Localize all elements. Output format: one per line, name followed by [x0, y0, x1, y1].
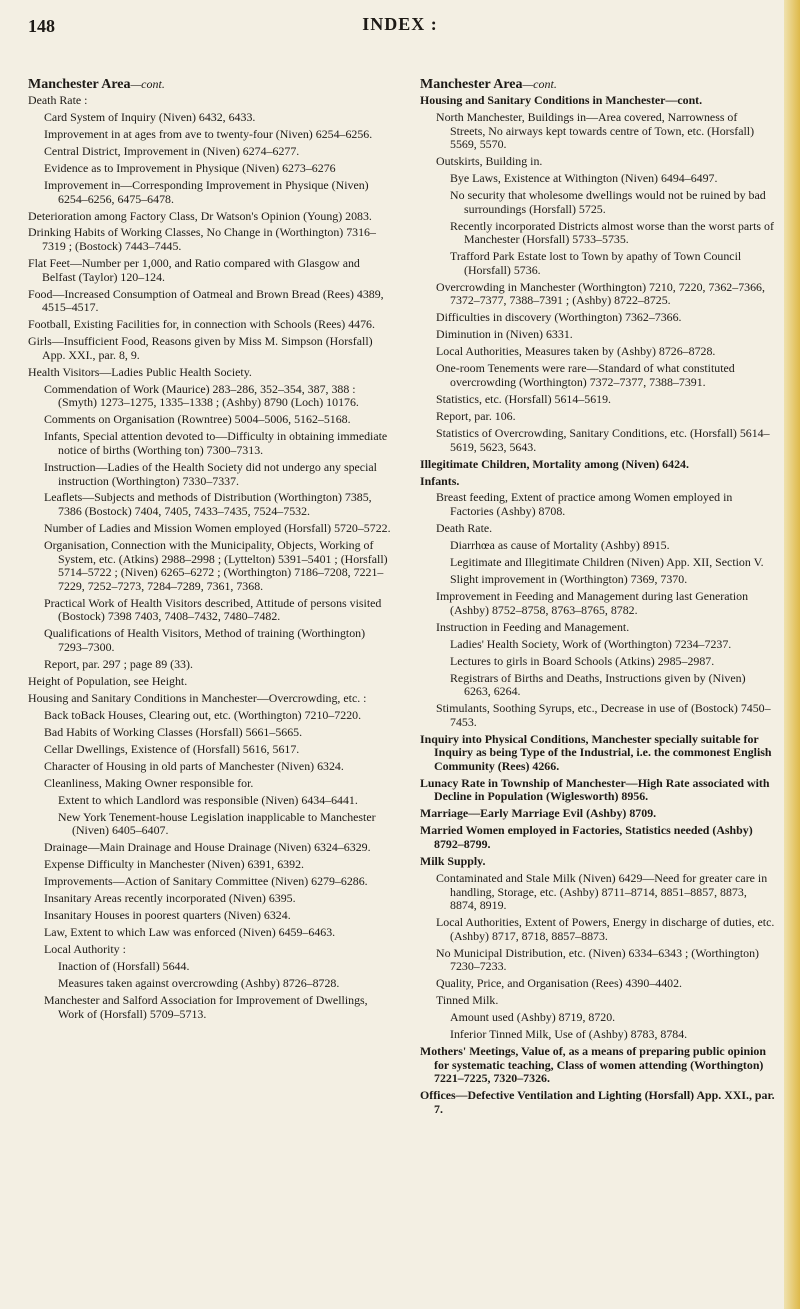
index-entry: Health Visitors—Ladies Public Health Society. [28, 364, 252, 379]
index-entry: Infants. [420, 473, 460, 488]
index-entry: Offices—Defective Ventilation and Lighting (Horsfall) App. XXI., par. 7. [420, 1088, 775, 1117]
index-entry: Infants, Special attention devoted to—Difficulty in obtaining immediate notice of births (Worthing ton) 7300–7313. [44, 429, 388, 457]
index-entry: Lectures to girls in Board Schools (Atkins) 2985–2987. [450, 653, 715, 668]
index-entry: Death Rate : [28, 93, 88, 107]
index-entry: Contaminated and Stale Milk (Niven) 6429—Need for greater care in handling, Storage, etc. (Ashby) 8711–8714, 8851–8857, 8873, 8874, 8919. [436, 870, 768, 913]
index-entry: Comments on Organisation (Rowntree) 5004–5006, 5162–5168. [44, 412, 351, 427]
index-entry: Insanitary Areas recently incorporated (Niven) 6395. [44, 891, 296, 906]
index-entry: Manchester and Salford Association for Improvement of Dwellings, Work of (Horsfall) 5709–5713. [44, 993, 368, 1021]
index-entry: Legitimate and Illegitimate Children (Niven) App. XII, Section V. [450, 555, 764, 570]
index-entry: Evidence as to Improvement in Physique (Niven) 6273–6276 [44, 160, 336, 175]
index-entry: Drinking Habits of Working Classes, No Change in (Worthington) 7316–7319 ; (Bostock) 7443–7445. [28, 225, 376, 254]
index-entry: Ladies' Health Society, Work of (Worthington) 7234–7237. [450, 636, 732, 651]
index-entry: One-room Tenements were rare—Standard of what constituted overcrowding (Worthington) 7372–7377, 7388–7391. [436, 361, 735, 389]
index-entry: Mothers' Meetings, Value of, as a means of preparing public opinion for systematic teaching, Class of women attending (Worthington) 7221–7225, 7320–7326. [420, 1044, 766, 1086]
left-column [28, 77, 392, 1025]
entry-list [28, 94, 392, 1021]
index-entry: Difficulties in discovery (Worthington) 7362–7366. [436, 310, 682, 325]
index-entry: No security that wholesome dwellings would not be ruined by bad surroundings (Horsfall) 5725. [450, 188, 766, 216]
index-entry: Report, par. 106. [436, 408, 516, 423]
index-entry: Inferior Tinned Milk, Use of (Ashby) 8783, 8784. [450, 1027, 688, 1042]
running-title: INDEX : [362, 14, 438, 34]
index-entry: Statistics of Overcrowding, Sanitary Conditions, etc. (Horsfall) 5614–5619, 5623, 5643. [436, 425, 770, 454]
index-entry: Height of Population, see Height. [28, 673, 188, 688]
column-heading: Manchester Area—cont. [28, 77, 165, 92]
index-entry: Improvement in Feeding and Management during last Generation (Ashby) 8752–8758, 8763–8765, 8782. [436, 589, 749, 617]
index-entry: No Municipal Distribution, etc. (Niven) 6334–6343 ; (Worthington) 7230–7233. [436, 945, 760, 974]
index-entry: Improvement in at ages from ave to twenty-four (Niven) 6254–6256. [44, 126, 373, 141]
index-entry: Illegitimate Children, Mortality among (Niven) 6424. [420, 456, 689, 471]
index-entry: Insanitary Houses in poorest quarters (Niven) 6324. [44, 908, 291, 923]
index-entry: Tinned Milk. [436, 993, 499, 1008]
index-entry: Central District, Improvement in (Niven) 6274–6277. [44, 143, 300, 158]
index-entry: Commendation of Work (Maurice) 283–286, 352–354, 387, 388 : (Smyth) 1273–1275, 1335–1338 ; (Ashby) 8790 (Loch) 10176. [44, 381, 359, 410]
page-edge [784, 0, 800, 1309]
index-entry: Law, Extent to which Law was enforced (Niven) 6459–6463. [44, 925, 336, 940]
index-entry: Local Authorities, Measures taken by (Ashby) 8726–8728. [436, 344, 716, 359]
index-entry: Card System of Inquiry (Niven) 6432, 6433. [44, 109, 256, 124]
index-entry: Local Authority : [44, 942, 126, 957]
index-entry: Deterioration among Factory Class, Dr Watson's Opinion (Young) 2083. [28, 208, 372, 223]
index-entry: Back toBack Houses, Clearing out, etc. (Worthington) 7210–7220. [44, 707, 362, 722]
index-entry: Amount used (Ashby) 8719, 8720. [450, 1010, 616, 1025]
index-entry: Instruction in Feeding and Management. [436, 619, 630, 634]
index-entry: North Manchester, Buildings in—Area covered, Narrowness of Streets, No airways kept towards centre of Town, etc. (Horsfall) 5569, 5570. [436, 109, 755, 152]
entry-list [420, 94, 775, 1117]
index-entry: Diminution in (Niven) 6331. [436, 327, 573, 342]
index-entry: Practical Work of Health Visitors described, Attitude of persons visited (Bostock) 7398 7403, 7408–7432, 7480–7482. [44, 595, 382, 624]
index-entry: Improvement in—Corresponding Improvement in Physique (Niven) 6254–6256, 6475–6478. [44, 177, 369, 206]
index-entry: Inquiry into Physical Conditions, Manchester specially suitable for Inquiry as being Type of the Industrial, i.e. the commonest English Community (Rees) 4266. [420, 731, 772, 773]
index-entry: Local Authorities, Extent of Powers, Energy in discharge of duties, etc. (Ashby) 8717, 8718, 8857–8873. [436, 915, 775, 943]
index-entry: Statistics, etc. (Horsfall) 5614–5619. [436, 391, 612, 406]
page-number: 148 [28, 16, 55, 36]
index-entry: Recently incorporated Districts almost worse than the worst parts of Manchester (Horsfall) 5733–5735. [450, 218, 774, 247]
index-entry: Lunacy Rate in Township of Manchester—High Rate associated with Decline in Population (Wiglesworth) 8956. [420, 775, 770, 804]
index-entry: Diarrhœa as cause of Mortality (Ashby) 8915. [450, 538, 670, 553]
index-entry: Number of Ladies and Mission Women employed (Horsfall) 5720–5722. [44, 521, 391, 536]
index-entry: Slight improvement in (Worthington) 7369, 7370. [450, 572, 688, 587]
index-entry: Outskirts, Building in. [436, 154, 543, 169]
index-entry: Milk Supply. [420, 854, 486, 868]
index-entry: Flat Feet—Number per 1,000, and Ratio compared with Glasgow and Belfast (Taylor) 120–124. [28, 256, 360, 284]
index-entry: Quality, Price, and Organisation (Rees) 4390–4402. [436, 976, 683, 991]
index-entry: Instruction—Ladies of the Health Society did not undergo any special instruction (Worthington) 7330–7337. [44, 459, 377, 488]
index-entry: Marriage—Early Marriage Evil (Ashby) 8709. [420, 806, 657, 821]
index-entry: Breast feeding, Extent of practice among Women employed in Factories (Ashby) 8708. [436, 490, 733, 519]
index-entry: Drainage—Main Drainage and House Drainage (Niven) 6324–6329. [44, 840, 371, 855]
index-entry: Death Rate. [436, 521, 493, 536]
index-entry: Improvements—Action of Sanitary Committee (Niven) 6279–6286. [44, 874, 368, 889]
index-entry: Overcrowding in Manchester (Worthington) 7210, 7220, 7362–7366, 7372–7377, 7388–7391 ; (Ashby) 8722–8725. [436, 279, 765, 308]
column-heading: Manchester Area—cont. [420, 77, 557, 92]
index-entry: Cleanliness, Making Owner responsible for. [44, 775, 254, 790]
index-entry: Housing and Sanitary Conditions in Manchester—Overcrowding, etc. : [28, 690, 367, 705]
index-entry: Registrars of Births and Deaths, Instructions given by (Niven) 6263, 6264. [450, 670, 746, 699]
right-column [420, 77, 775, 1120]
index-entry: Extent to which Landlord was responsible (Niven) 6434–6441. [58, 792, 358, 807]
index-entry: Football, Existing Facilities for, in connection with Schools (Rees) 4476. [28, 317, 375, 332]
index-entry: Qualifications of Health Visitors, Method of training (Worthington) 7293–7300. [44, 626, 366, 654]
index-entry: Housing and Sanitary Conditions in Manchester—cont. [420, 93, 703, 107]
index-entry: New York Tenement-house Legislation inapplicable to Manchester (Niven) 6405–6407. [58, 809, 376, 838]
index-entry: Food—Increased Consumption of Oatmeal and Brown Bread (Rees) 4389, 4515–4517. [28, 286, 384, 315]
index-entry: Stimulants, Soothing Syrups, etc., Decrease in use of (Bostock) 7450–7453. [436, 701, 771, 729]
index-entry: Cellar Dwellings, Existence of (Horsfall) 5616, 5617. [44, 741, 300, 756]
index-entry: Inaction of (Horsfall) 5644. [58, 959, 190, 974]
index-entry: Girls—Insufficient Food, Reasons given by Miss M. Simpson (Horsfall) App. XXI., par. 8, 9. [28, 334, 373, 362]
index-entry: Organisation, Connection with the Municipality, Objects, Working of System, etc. (Atkins) 2988–2998 ; (Lyttelton) 5391–5401 ; (Horsfall) 5714–5722 ; (Niven) 6265–6272 ; (Worthington) 7186–7208, 7221–7229, 7252–7273, 7284–7289, 7361, 7368. [44, 538, 388, 593]
page-header [0, 0, 800, 45]
index-entry: Report, par. 297 ; page 89 (33). [44, 656, 193, 671]
index-entry: Measures taken against overcrowding (Ashby) 8726–8728. [58, 976, 340, 991]
index-entry: Character of Housing in old parts of Manchester (Niven) 6324. [44, 758, 344, 773]
index-entry: Leaflets—Subjects and methods of Distribution (Worthington) 7385, 7386 (Bostock) 7404, 7405, 7433–7435, 7524–7532. [44, 490, 372, 519]
index-entry: Expense Difficulty in Manchester (Niven) 6391, 6392. [44, 857, 304, 872]
index-entry: Bad Habits of Working Classes (Horsfall) 5661–5665. [44, 724, 303, 739]
index-entry: Bye Laws, Existence at Withington (Niven) 6494–6497. [450, 171, 718, 186]
index-entry: Trafford Park Estate lost to Town by apathy of Town Council (Horsfall) 5736. [450, 249, 742, 277]
index-entry: Married Women employed in Factories, Statistics needed (Ashby) 8792–8799. [420, 823, 753, 852]
